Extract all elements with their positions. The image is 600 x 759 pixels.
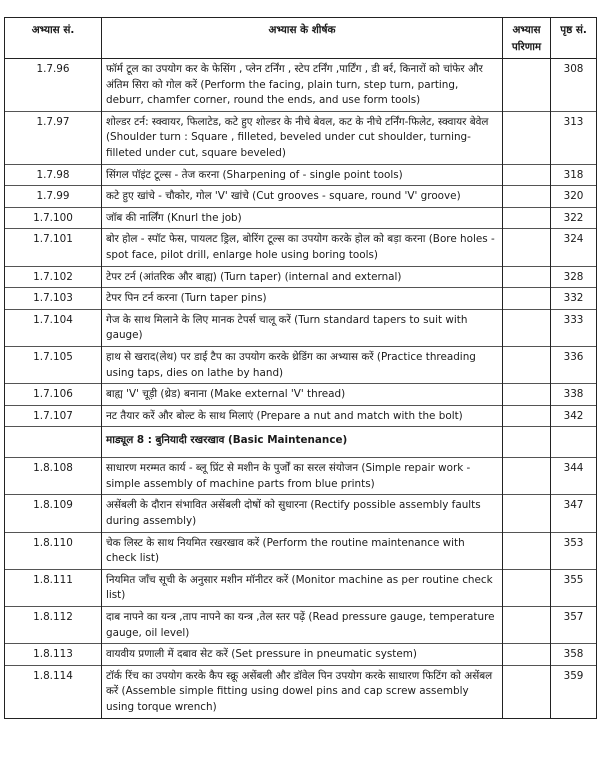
header-exercise-no: अभ्यास सं. bbox=[5, 18, 102, 59]
exercise-result bbox=[503, 607, 551, 644]
table-row bbox=[5, 207, 597, 229]
table-row bbox=[5, 309, 597, 346]
exercise-title: शोल्डर टर्न: स्क्वायर, फिलाटेड, कटे हुए शोल्डर के नीचे बेवल, कट के नीचे टर्निंग-फिलेट, स्क्वायर बेवेल (Shoulder turn : Square , filleted, beveled under cut shoulder, turning-filleted under cut, square beveled) bbox=[102, 111, 503, 164]
contents-table bbox=[4, 17, 597, 719]
exercise-title: नियमित जाँच सूची के अनुसार मशीन मॉनीटर करें (Monitor machine as per routine check list) bbox=[102, 569, 503, 606]
page-number: 313 bbox=[551, 111, 597, 164]
exercise-number: 1.8.110 bbox=[5, 532, 102, 569]
exercise-number: 1.7.102 bbox=[5, 266, 102, 288]
table-row bbox=[5, 384, 597, 406]
table-row bbox=[5, 405, 597, 427]
exercise-result bbox=[503, 532, 551, 569]
table-row bbox=[5, 164, 597, 186]
exercise-title: जॉब की नार्लिंग (Knurl the job) bbox=[102, 207, 503, 229]
exercise-result bbox=[503, 59, 551, 112]
table-row bbox=[5, 229, 597, 266]
table-row bbox=[5, 346, 597, 383]
exercise-number: 1.8.113 bbox=[5, 644, 102, 666]
header-exercise-title: अभ्यास के शीर्षक bbox=[102, 18, 503, 59]
exercise-title: हाथ से खराद(लेथ) पर डाई टैप का उपयोग करके थ्रेडिंग का अभ्यास करें (Practice threading using taps, dies on lathe by hand) bbox=[102, 346, 503, 383]
exercise-number: 1.7.106 bbox=[5, 384, 102, 406]
exercise-result bbox=[503, 384, 551, 406]
exercise-number: 1.7.96 bbox=[5, 59, 102, 112]
exercise-result bbox=[503, 186, 551, 208]
exercise-title: बाह्य 'V' चूड़ी (थ्रेड) बनाना (Make external 'V' thread) bbox=[102, 384, 503, 406]
exercise-number: 1.8.109 bbox=[5, 495, 102, 532]
exercise-result bbox=[503, 288, 551, 310]
exercise-number: 1.8.112 bbox=[5, 607, 102, 644]
exercise-result bbox=[503, 346, 551, 383]
exercise-result bbox=[503, 266, 551, 288]
exercise-title: नट तैयार करें और बोल्ट के साथ मिलाएं (Prepare a nut and match with the bolt) bbox=[102, 405, 503, 427]
exercise-number: 1.7.98 bbox=[5, 164, 102, 186]
exercise-number: 1.7.100 bbox=[5, 207, 102, 229]
exercise-title: टेपर पिन टर्न करना (Turn taper pins) bbox=[102, 288, 503, 310]
exercise-result bbox=[503, 207, 551, 229]
page-number: 320 bbox=[551, 186, 597, 208]
exercise-title: कटे हुए खांचे - चौकोर, गोल 'V' खांचे (Cut grooves - square, round 'V' groove) bbox=[102, 186, 503, 208]
exercise-number: 1.7.99 bbox=[5, 186, 102, 208]
exercise-title: सिंगल पॉइंट टूल्स - तेज करना (Sharpening of - single point tools) bbox=[102, 164, 503, 186]
exercise-result bbox=[503, 495, 551, 532]
page-number: 324 bbox=[551, 229, 597, 266]
exercise-number: 1.7.97 bbox=[5, 111, 102, 164]
page-number: 322 bbox=[551, 207, 597, 229]
table-row bbox=[5, 607, 597, 644]
header-row bbox=[5, 18, 597, 59]
page-number: 338 bbox=[551, 384, 597, 406]
table-row bbox=[5, 458, 597, 495]
table-row bbox=[5, 288, 597, 310]
exercise-title: बोर होल - स्पॉट फेस, पायलट ड्रिल, बोरिंग टूल्स का उपयोग करके होल को बड़ा करना (Bore holes - spot face, pilot drill, enlarge hole using boring tools) bbox=[102, 229, 503, 266]
exercise-title: असेंबली के दौरान संभावित असेंबली दोषों को सुधारना (Rectify possible assembly faults during assembly) bbox=[102, 495, 503, 532]
exercise-number: 1.8.111 bbox=[5, 569, 102, 606]
page-number: 328 bbox=[551, 266, 597, 288]
table-row bbox=[5, 186, 597, 208]
table-row bbox=[5, 665, 597, 718]
page-number: 318 bbox=[551, 164, 597, 186]
header-exercise-result: अभ्यास परिणाम bbox=[503, 18, 551, 59]
exercise-number: 1.7.103 bbox=[5, 288, 102, 310]
page-number: 342 bbox=[551, 405, 597, 427]
exercise-title: गेज के साथ मिलाने के लिए मानक टेपर्स चालू करें (Turn standard tapers to suit with gauge) bbox=[102, 309, 503, 346]
page-number bbox=[551, 427, 597, 458]
exercise-number: 1.7.101 bbox=[5, 229, 102, 266]
page-number: 308 bbox=[551, 59, 597, 112]
exercise-title: चेक लिस्ट के साथ नियमित रखरखाव करें (Perform the routine maintenance with check list) bbox=[102, 532, 503, 569]
table-row bbox=[5, 59, 597, 112]
page-number: 357 bbox=[551, 607, 597, 644]
exercise-result bbox=[503, 665, 551, 718]
exercise-result bbox=[503, 427, 551, 458]
table-row bbox=[5, 111, 597, 164]
page-number: 359 bbox=[551, 665, 597, 718]
exercise-title: फॉर्म टूल का उपयोग कर के फेसिंग , प्लेन टर्निंग , स्टेप टर्निंग ,पार्टिंग , डी बर्र, किनारों को चांफेर और अंतिम सिरा को गोल करें (Perform the facing, plain turn, step turn, parting, deburr, chamfer corner, round the ends, and use form tools) bbox=[102, 59, 503, 112]
exercise-title: टेपर टर्न (आंतरिक और बाह्य) (Turn taper) (internal and external) bbox=[102, 266, 503, 288]
module-title: माड्यूल 8 : बुनियादी रखरखाव (Basic Maintenance) bbox=[102, 427, 503, 458]
exercise-title: वायवीय प्रणाली में दबाव सेट करें (Set pressure in pneumatic system) bbox=[102, 644, 503, 666]
exercise-number: 1.8.108 bbox=[5, 458, 102, 495]
page-number: 336 bbox=[551, 346, 597, 383]
exercise-result bbox=[503, 644, 551, 666]
exercise-result bbox=[503, 569, 551, 606]
page-number: 353 bbox=[551, 532, 597, 569]
exercise-number: 1.8.114 bbox=[5, 665, 102, 718]
table-row bbox=[5, 532, 597, 569]
module-heading-row bbox=[5, 427, 597, 458]
exercise-number: 1.7.107 bbox=[5, 405, 102, 427]
header-page-no: पृष्ठ सं. bbox=[551, 18, 597, 59]
exercise-title: साधारण मरम्मत कार्य - ब्लू प्रिंट से मशीन के पुर्जों का सरल संयोजन (Simple repair work - simple assembly of machine parts from blue prints) bbox=[102, 458, 503, 495]
exercise-number: 1.7.104 bbox=[5, 309, 102, 346]
exercise-title: दाब नापने का यन्त्र ,ताप नापने का यन्त्र ,तेल स्तर पढ़ें (Read pressure gauge, temperature gauge, oil level) bbox=[102, 607, 503, 644]
table-row bbox=[5, 495, 597, 532]
table-row bbox=[5, 569, 597, 606]
exercise-result bbox=[503, 309, 551, 346]
exercise-result bbox=[503, 405, 551, 427]
page-number: 355 bbox=[551, 569, 597, 606]
exercise-result bbox=[503, 458, 551, 495]
exercise-number bbox=[5, 427, 102, 458]
exercise-result bbox=[503, 111, 551, 164]
exercise-result bbox=[503, 229, 551, 266]
page-number: 347 bbox=[551, 495, 597, 532]
contents-body bbox=[5, 59, 597, 719]
exercise-result bbox=[503, 164, 551, 186]
exercise-title: टॉर्क रिंच का उपयोग करके कैप स्क्रू असेंबली और डॉवेल पिन उपयोग करके साधारण फिटिंग को असेंबल करें (Assemble simple fitting using dowel pins and cap screw assembly using torque wrench) bbox=[102, 665, 503, 718]
page-number: 333 bbox=[551, 309, 597, 346]
page-number: 344 bbox=[551, 458, 597, 495]
page-number: 358 bbox=[551, 644, 597, 666]
exercise-number: 1.7.105 bbox=[5, 346, 102, 383]
table-row bbox=[5, 644, 597, 666]
page-number: 332 bbox=[551, 288, 597, 310]
table-row bbox=[5, 266, 597, 288]
